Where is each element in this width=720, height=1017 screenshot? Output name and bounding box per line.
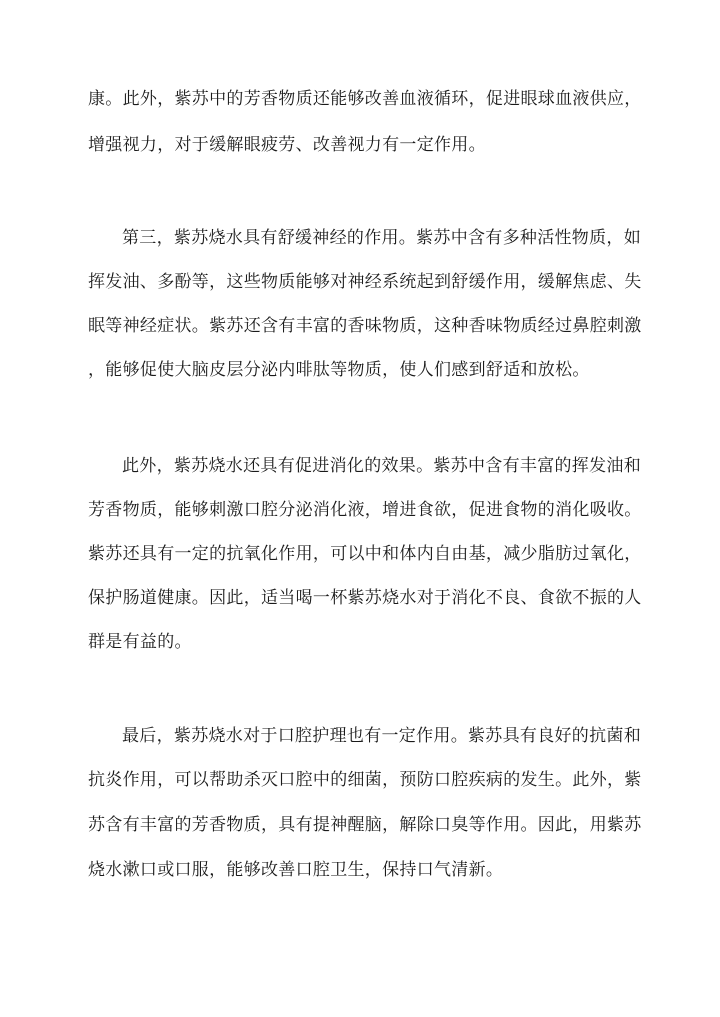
text-line: 烧水漱口或口服，能够改善口腔卫生，保持口气清新。 <box>88 860 504 880</box>
text-line: 第三，紫苏烧水具有舒缓神经的作用。紫苏中含有多种活性物质，如 <box>122 228 641 248</box>
text-line: 眠等神经症状。紫苏还含有丰富的香味物质，这种香味物质经过鼻腔刺激 <box>88 316 642 336</box>
text-line: 抗炎作用，可以帮助杀灭口腔中的细菌，预防口腔疾病的发生。此外，紫 <box>88 770 642 790</box>
text-line: 此外，紫苏烧水还具有促进消化的效果。紫苏中含有丰富的挥发油和 <box>122 456 641 476</box>
text-line: 挥发油、多酚等，这些物质能够对神经系统起到舒缓作用，缓解焦虑、失 <box>88 272 642 292</box>
text-line: 群是有益的。 <box>88 632 192 652</box>
text-line: ，能够促使大脑皮层分泌内啡肽等物质，使人们感到舒适和放松。 <box>88 360 590 380</box>
text-line: 芳香物质，能够刺激口腔分泌消化液，增进食欲，促进食物的消化吸收。 <box>88 500 642 520</box>
text-line: 增强视力，对于缓解眼疲劳、改善视力有一定作用。 <box>88 135 486 155</box>
text-line: 保护肠道健康。因此，适当喝一杯紫苏烧水对于消化不良、食欲不振的人 <box>88 588 642 608</box>
text-line: 苏含有丰富的芳香物质，具有提神醒脑，解除口臭等作用。因此，用紫苏 <box>88 815 642 835</box>
text-line: 紫苏还具有一定的抗氧化作用，可以中和体内自由基，减少脂肪过氧化， <box>88 544 642 564</box>
text-line: 最后，紫苏烧水对于口腔护理也有一定作用。紫苏具有良好的抗菌和 <box>122 726 641 746</box>
text-line: 康。此外，紫苏中的芳香物质还能够改善血液循环，促进眼球血液供应， <box>88 89 642 109</box>
